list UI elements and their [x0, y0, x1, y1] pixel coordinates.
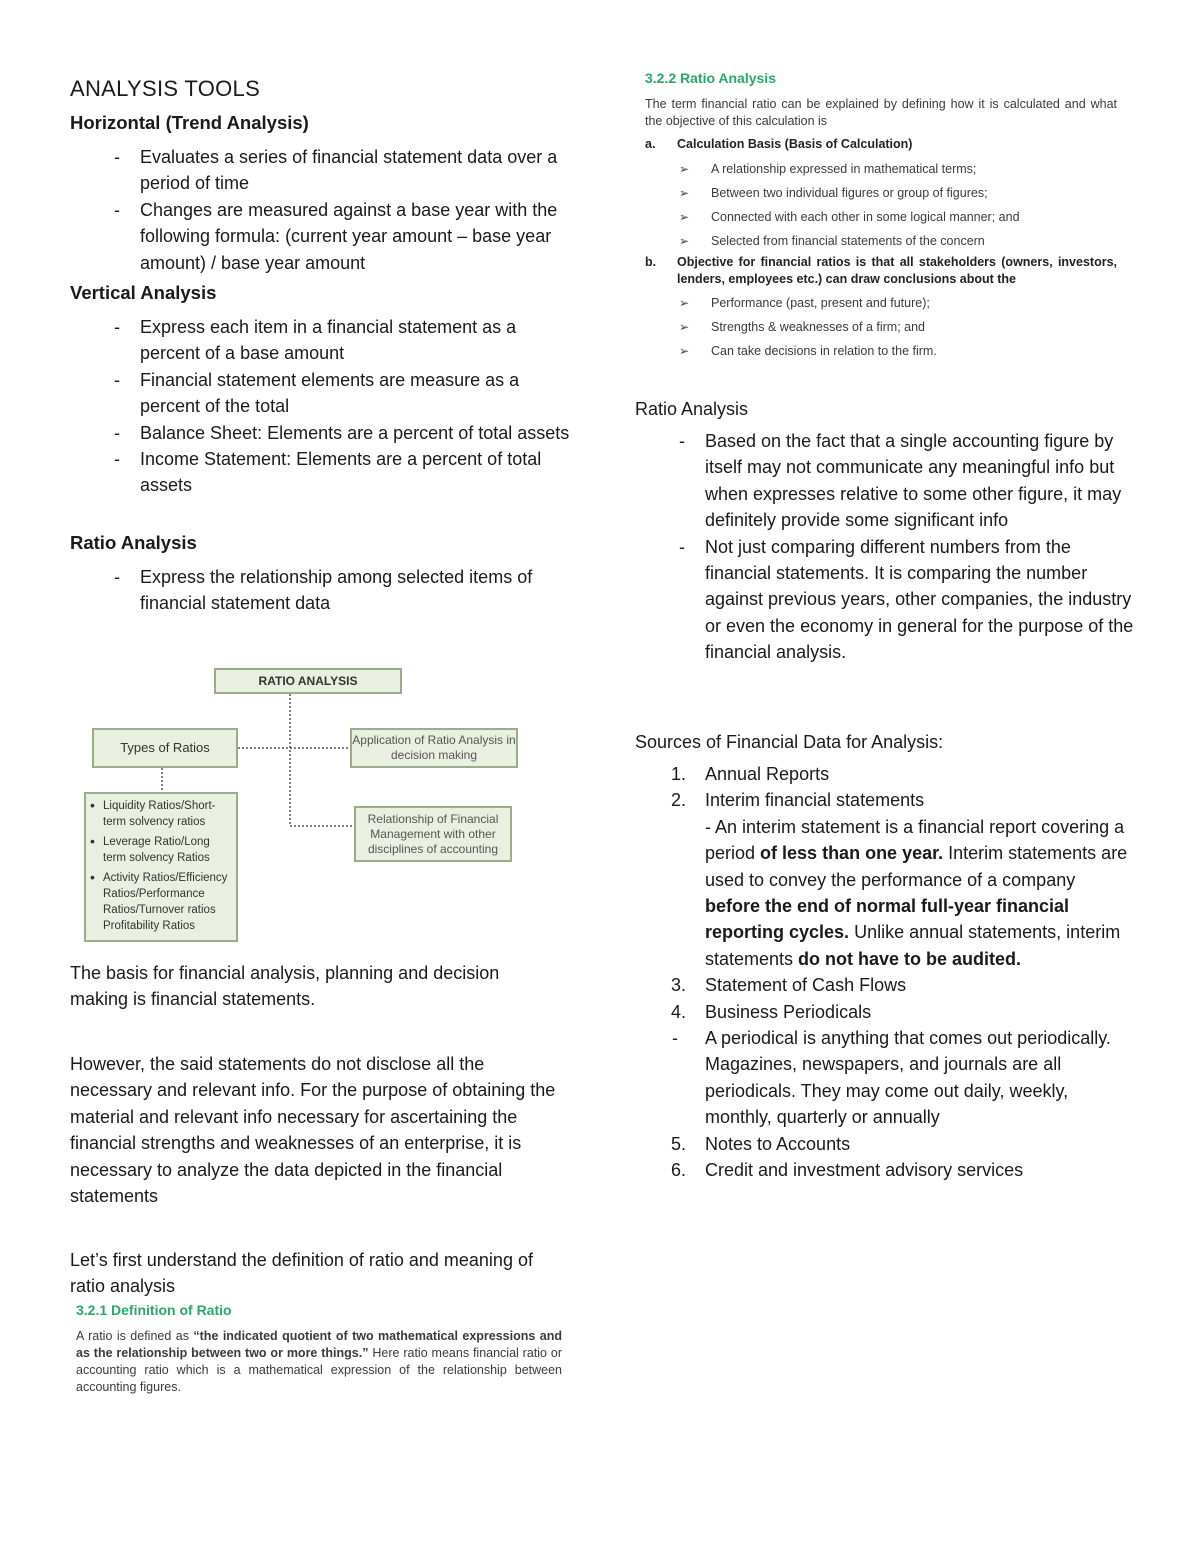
- arrow-icon: ➢: [679, 162, 690, 176]
- vertical-list: [70, 314, 570, 499]
- arrow-icon: ➢: [679, 344, 690, 358]
- list-item: 5. Notes to Accounts: [671, 1133, 851, 1154]
- list-item: ➢ Can take decisions in relation to the firm.: [645, 340, 1125, 364]
- list-item: • Liquidity Ratios/Short-term solvency ratios: [88, 798, 234, 830]
- clip-b-title: Objective for financial ratios is that all stakeholders (owners, investors, lenders, employees etc.) can draw conclusions about the: [677, 255, 1117, 286]
- list-item: ➢ Between two individual figures or group of figures;: [645, 182, 1125, 206]
- ratio-heading: Ratio Analysis: [70, 532, 197, 553]
- list-item: - Based on the fact that a single accounting figure by itself may not communicate any meaningful info but when expresses relative to some other figure, it may definitely provide some significant info: [635, 428, 1135, 534]
- arrow-icon: ➢: [679, 320, 690, 334]
- ratio-analysis-diagram: [80, 660, 530, 950]
- list-item: 2. Interim financial statements: [671, 790, 925, 811]
- clip-a-label: a.: [645, 137, 656, 151]
- clip-a-list: [645, 158, 1125, 254]
- however-paragraph: However, the said statements do not disclose all the necessary and relevant info. For the purpose of obtaining the material and relevant info necessary for ascertaining the financial strengths and weaknesses of an enterprise, it is necessary to analyze the data depicted in the financial statements: [70, 1054, 556, 1207]
- definition-body: [76, 1328, 562, 1396]
- arrow-icon: ➢: [679, 296, 690, 310]
- diagram-relationship-box: Relationship of Financial Management with other disciplines of accounting: [354, 806, 512, 862]
- diagram-application-box: Application of Ratio Analysis in decision making: [350, 728, 518, 768]
- page-title: ANALYSIS TOOLS: [70, 76, 261, 101]
- list-item: • Activity Ratios/Efficiency Ratios/Performance Ratios/Turnover ratios: [88, 870, 234, 918]
- clip-a-title: Calculation Basis (Basis of Calculation): [677, 137, 913, 151]
- list-item: - Changes are measured against a base year with the following formula: (current year amount – base year amount) / base year amount: [70, 197, 570, 276]
- definition-quote: “the indicated quotient of two mathematical expressions and as the relationship between two or more things.”: [76, 1329, 562, 1360]
- clip-b-list: [645, 292, 1125, 364]
- ratio-list: [70, 564, 570, 617]
- horizontal-heading: Horizontal (Trend Analysis): [70, 112, 309, 133]
- vertical-heading: Vertical Analysis: [70, 282, 217, 303]
- list-item: 6. Credit and investment advisory services: [671, 1160, 1024, 1181]
- list-item: - Express each item in a financial statement as a percent of a base amount: [70, 314, 570, 367]
- list-item: ➢ Strengths & weaknesses of a firm; and: [645, 316, 1125, 340]
- clip-intro: The term financial ratio can be explained by defining how it is calculated and what the objective of this calculation is: [645, 97, 1117, 128]
- list-item: - Evaluates a series of financial statement data over a period of time: [70, 144, 570, 197]
- ratio-analysis-heading: Ratio Analysis: [635, 399, 749, 419]
- list-item: - Balance Sheet: Elements are a percent of total assets: [70, 420, 570, 446]
- list-item: ➢ A relationship expressed in mathematical terms;: [645, 158, 1125, 182]
- list-item: 1. Annual Reports: [671, 764, 830, 784]
- list-item: - Express the relationship among selected items of financial statement data: [70, 564, 570, 617]
- diagram-root-box: RATIO ANALYSIS: [214, 668, 402, 694]
- arrow-icon: ➢: [679, 186, 690, 200]
- basis-paragraph: The basis for financial analysis, planning and decision making is financial statements.: [70, 963, 500, 1010]
- interim-description: - An interim statement is a financial report covering a period of less than one year. Interim statements are used to convey the performance of a company before the end of normal full-year financial reporting cycles. Unlike annual statements, interim statements do not have to be audited.: [705, 816, 1128, 969]
- list-item: ➢ Selected from financial statements of the concern: [645, 230, 1125, 254]
- list-item: • Leverage Ratio/Long term solvency Ratios: [88, 834, 234, 866]
- understand-paragraph: Let’s first understand the definition of ratio and meaning of ratio analysis: [70, 1250, 533, 1297]
- definition-rest: Here ratio means financial ratio or accounting ratio which is a mathematical expression of the relationship between accounting figures.: [76, 1346, 562, 1394]
- ratio-analysis-clip-heading: 3.2.2 Ratio Analysis: [645, 70, 776, 86]
- list-item: - Financial statement elements are measure as a percent of the total: [70, 367, 570, 420]
- list-item: 3. Statement of Cash Flows: [671, 975, 907, 996]
- arrow-icon: ➢: [679, 234, 690, 248]
- horizontal-list: [70, 144, 570, 276]
- list-item: 4. Business Periodicals: [671, 1001, 872, 1022]
- list-item: - Not just comparing different numbers from the financial statements. It is comparing the number against previous years, other companies, the industry or even the economy in general for the purpose of the financial analysis.: [635, 534, 1135, 666]
- periodical-description: - A periodical is anything that comes out periodically. Magazines, newspapers, and journals are all periodicals. They may come out daily, weekly, monthly, quarterly or annually: [672, 1028, 1111, 1128]
- list-item: ➢ Connected with each other in some logical manner; and: [645, 206, 1125, 230]
- list-item: Profitability Ratios: [103, 920, 196, 932]
- ratio-analysis-list: [635, 428, 1135, 666]
- clip-b-label: b.: [645, 255, 657, 269]
- sources-heading: Sources of Financial Data for Analysis:: [635, 732, 944, 752]
- diagram-types-list: [84, 792, 238, 942]
- arrow-icon: ➢: [679, 210, 690, 224]
- list-item: ➢ Performance (past, present and future);: [645, 292, 1125, 316]
- diagram-types-box: Types of Ratios: [92, 728, 238, 768]
- list-item: - Income Statement: Elements are a percent of total assets: [70, 446, 570, 499]
- definition-lead: A ratio is defined as: [76, 1329, 189, 1343]
- sources-list: [635, 761, 1135, 1184]
- definition-heading: 3.2.1 Definition of Ratio: [76, 1302, 232, 1318]
